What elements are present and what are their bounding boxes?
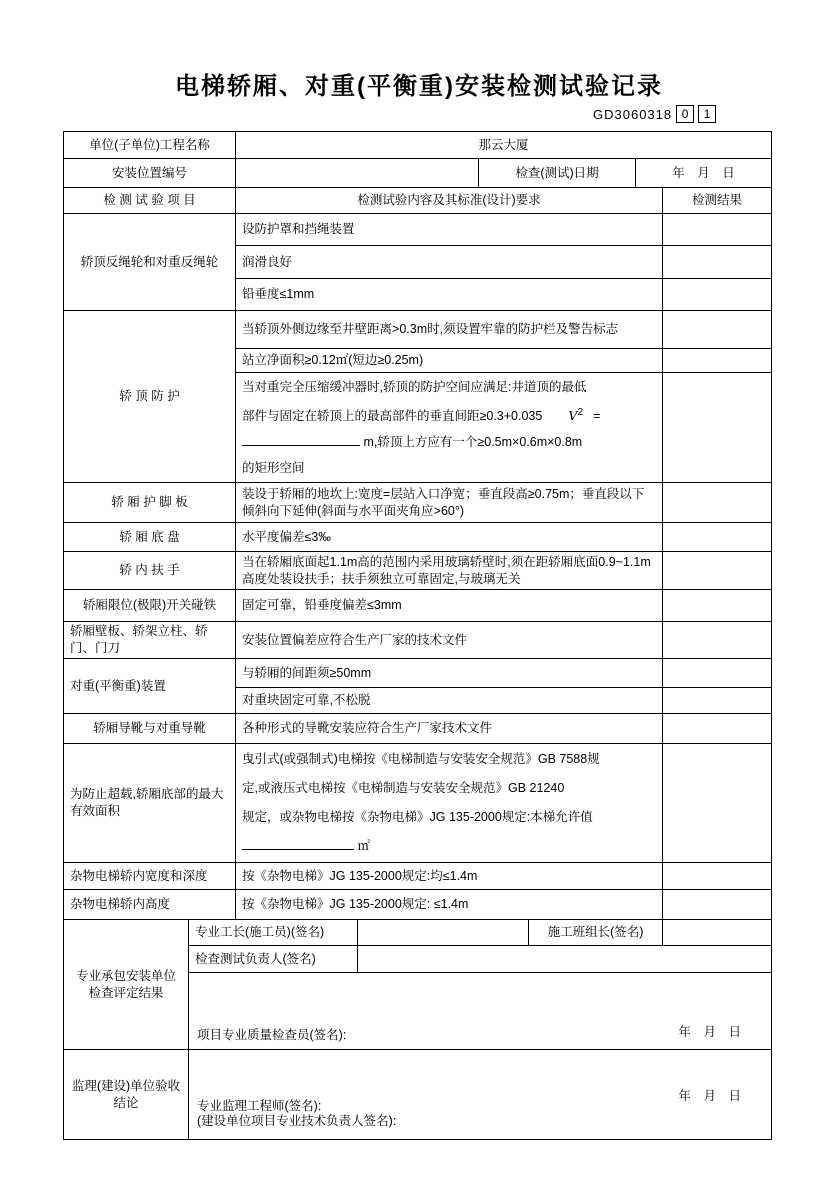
- col-header-result: 检测结果: [663, 188, 772, 214]
- fill-in-blank: [242, 836, 354, 850]
- form-code-box-2: 1: [698, 105, 716, 123]
- project-name-value: 那云大厦: [236, 132, 772, 159]
- content-cell: 安装位置偏差应符合生产厂家的技术文件: [236, 622, 663, 659]
- result-cell: [663, 483, 772, 523]
- result-cell: [663, 311, 772, 349]
- content-cell: 设防护罩和挡绳装置: [236, 214, 663, 246]
- formula-line-4: 的矩形空间: [242, 461, 305, 476]
- fill-in-blank: [242, 432, 360, 446]
- owner-label: (建设单位项目专业技术负责人签名):: [197, 1114, 397, 1129]
- overload-line-1: 曳引式(或强制式)电梯按《电梯制造与安装安全规范》GB 7588规: [242, 752, 600, 767]
- result-cell: [663, 523, 772, 552]
- content-cell-formula: [236, 373, 663, 483]
- content-cell: 固定可靠，铅垂度偏差≤3mm: [236, 590, 663, 622]
- content-cell: 对重块固定可靠,不松脱: [236, 688, 663, 714]
- result-cell: [663, 552, 772, 590]
- result-cell: [663, 622, 772, 659]
- content-cell: 水平度偏差≤3‰: [236, 523, 663, 552]
- result-cell: [663, 863, 772, 890]
- engineer-label: 专业监理工程师(签名):: [197, 1099, 322, 1114]
- formula-variable: V: [568, 408, 578, 424]
- content-cell: 铅垂度≤1mm: [236, 279, 663, 311]
- item-cell: 为防止超载,轿厢底部的最大有效面积: [64, 744, 236, 863]
- content-cell: 装设于轿厢的地坎上:宽度=层站入口净宽；垂直段高≥0.75m；垂直段以下倾斜向下延伸(斜面与水平面夹角应>60°): [236, 483, 663, 523]
- col-header-content: 检测试验内容及其标准(设计)要求: [236, 188, 663, 214]
- content-cell: 与轿厢的间距须≥50mm: [236, 659, 663, 688]
- overload-line-4: [242, 832, 656, 861]
- content-cell-overload: [236, 744, 663, 863]
- item-cell: 轿顶反绳轮和对重反绳轮: [64, 214, 236, 311]
- content-cell: 润滑良好: [236, 246, 663, 279]
- formula-equals: =: [593, 409, 601, 424]
- result-cell: [663, 890, 772, 920]
- item-cell: 对重(平衡重)装置: [64, 659, 236, 714]
- content-cell: 当在轿厢底面起1.1m高的范围内采用玻璃轿壁时,须在距轿厢底面0.9~1.1m高度处装设扶手；扶手须独立可靠固定,与玻璃无关: [236, 552, 663, 590]
- supervisor-date: 年 月 日: [678, 1089, 742, 1104]
- item-cell: 轿 厢 底 盘: [64, 523, 236, 552]
- formula-line-1: 当对重完全压缩缓冲器时,轿顶的防护空间应满足:井道顶的最低: [242, 380, 587, 394]
- formula-line-2: [242, 400, 656, 429]
- date-label: 检查(测试)日期: [479, 159, 636, 188]
- location-value: [236, 159, 479, 188]
- location-label: 安装位置编号: [64, 159, 236, 188]
- date-value: 年 月 日: [636, 159, 772, 188]
- quality-inspector-label: 项目专业质量检查员(签名):: [197, 1028, 347, 1043]
- item-cell: 轿厢限位(极限)开关碰铁: [64, 590, 236, 622]
- item-cell: 杂物电梯轿内高度: [64, 890, 236, 920]
- contractor-section-label: 专业承包安装单位检查评定结果: [64, 920, 189, 1050]
- item-cell: 轿 厢 护 脚 板: [64, 483, 236, 523]
- supervisor-section-label: 监理(建设)单位验收结论: [64, 1050, 189, 1140]
- contractor-result-cell: [189, 973, 772, 1050]
- overload-line-2: 定,或液压式电梯按《电梯制造与安装安全规范》GB 21240: [242, 781, 565, 796]
- result-cell: [663, 590, 772, 622]
- supervisor-result-cell: [189, 1050, 772, 1140]
- formula-superscript: 2: [577, 407, 584, 418]
- content-cell: 按《杂物电梯》JG 135-2000规定: ≤1.4m: [236, 890, 663, 920]
- item-cell: 杂物电梯轿内宽度和深度: [64, 863, 236, 890]
- inspector-label: 检查测试负责人(签名): [189, 946, 358, 973]
- result-cell: [663, 688, 772, 714]
- result-cell: [663, 246, 772, 279]
- content-cell: 按《杂物电梯》JG 135-2000规定:均≤1.4m: [236, 863, 663, 890]
- item-cell: 轿厢壁板、轿架立柱、轿门、门刀: [64, 622, 236, 659]
- formula-line-2-text: 部件与固定在轿顶上的最高部件的垂直间距≥0.3+0.035: [242, 409, 543, 424]
- result-cell: [663, 373, 772, 483]
- result-cell: [663, 214, 772, 246]
- col-header-item: 检 测 试 验 项 目: [64, 188, 236, 214]
- item-cell: 轿 内 扶 手: [64, 552, 236, 590]
- inspector-signature-cell: [358, 946, 772, 973]
- project-name-label: 单位(子单位)工程名称: [64, 132, 236, 159]
- formula-line-3-text: m,轿顶上方应有一个≥0.5m×0.6m×0.8m: [363, 435, 583, 450]
- result-cell: [663, 279, 772, 311]
- result-cell: [663, 714, 772, 744]
- supervisor-signature-labels: [197, 1099, 396, 1129]
- item-cell: 轿厢导靴与对重导靴: [64, 714, 236, 744]
- result-cell: [663, 659, 772, 688]
- formula-line-3: [242, 429, 656, 455]
- foreman-signature-cell: [358, 920, 529, 946]
- form-code: [593, 105, 716, 123]
- form-code-box-1: 0: [676, 105, 694, 123]
- record-table: [63, 131, 772, 1140]
- form-code-text: GD3060318: [593, 106, 673, 122]
- overload-line-3: 规定，或杂物电梯按《杂物电梯》JG 135-2000规定:本梯允许值: [242, 810, 593, 825]
- overload-unit: ㎡: [357, 839, 371, 854]
- result-cell: [663, 744, 772, 863]
- content-cell: 各种形式的导靴安装应符合生产厂家技术文件: [236, 714, 663, 744]
- contractor-date: 年 月 日: [678, 1025, 742, 1040]
- content-cell: 当轿顶外侧边缘至井壁距离>0.3m时,须设置牢靠的防护栏及警告标志: [236, 311, 663, 349]
- content-cell: 站立净面积≥0.12㎡(短边≥0.25m): [236, 349, 663, 373]
- team-leader-label: 施工班组长(签名): [529, 920, 663, 946]
- item-cell: 轿 顶 防 护: [64, 311, 236, 483]
- team-leader-signature-cell: [663, 920, 772, 946]
- page-title: 电梯轿厢、对重(平衡重)安装检测试验记录: [175, 73, 663, 100]
- foreman-label: 专业工长(施工员)(签名): [189, 920, 358, 946]
- result-cell: [663, 349, 772, 373]
